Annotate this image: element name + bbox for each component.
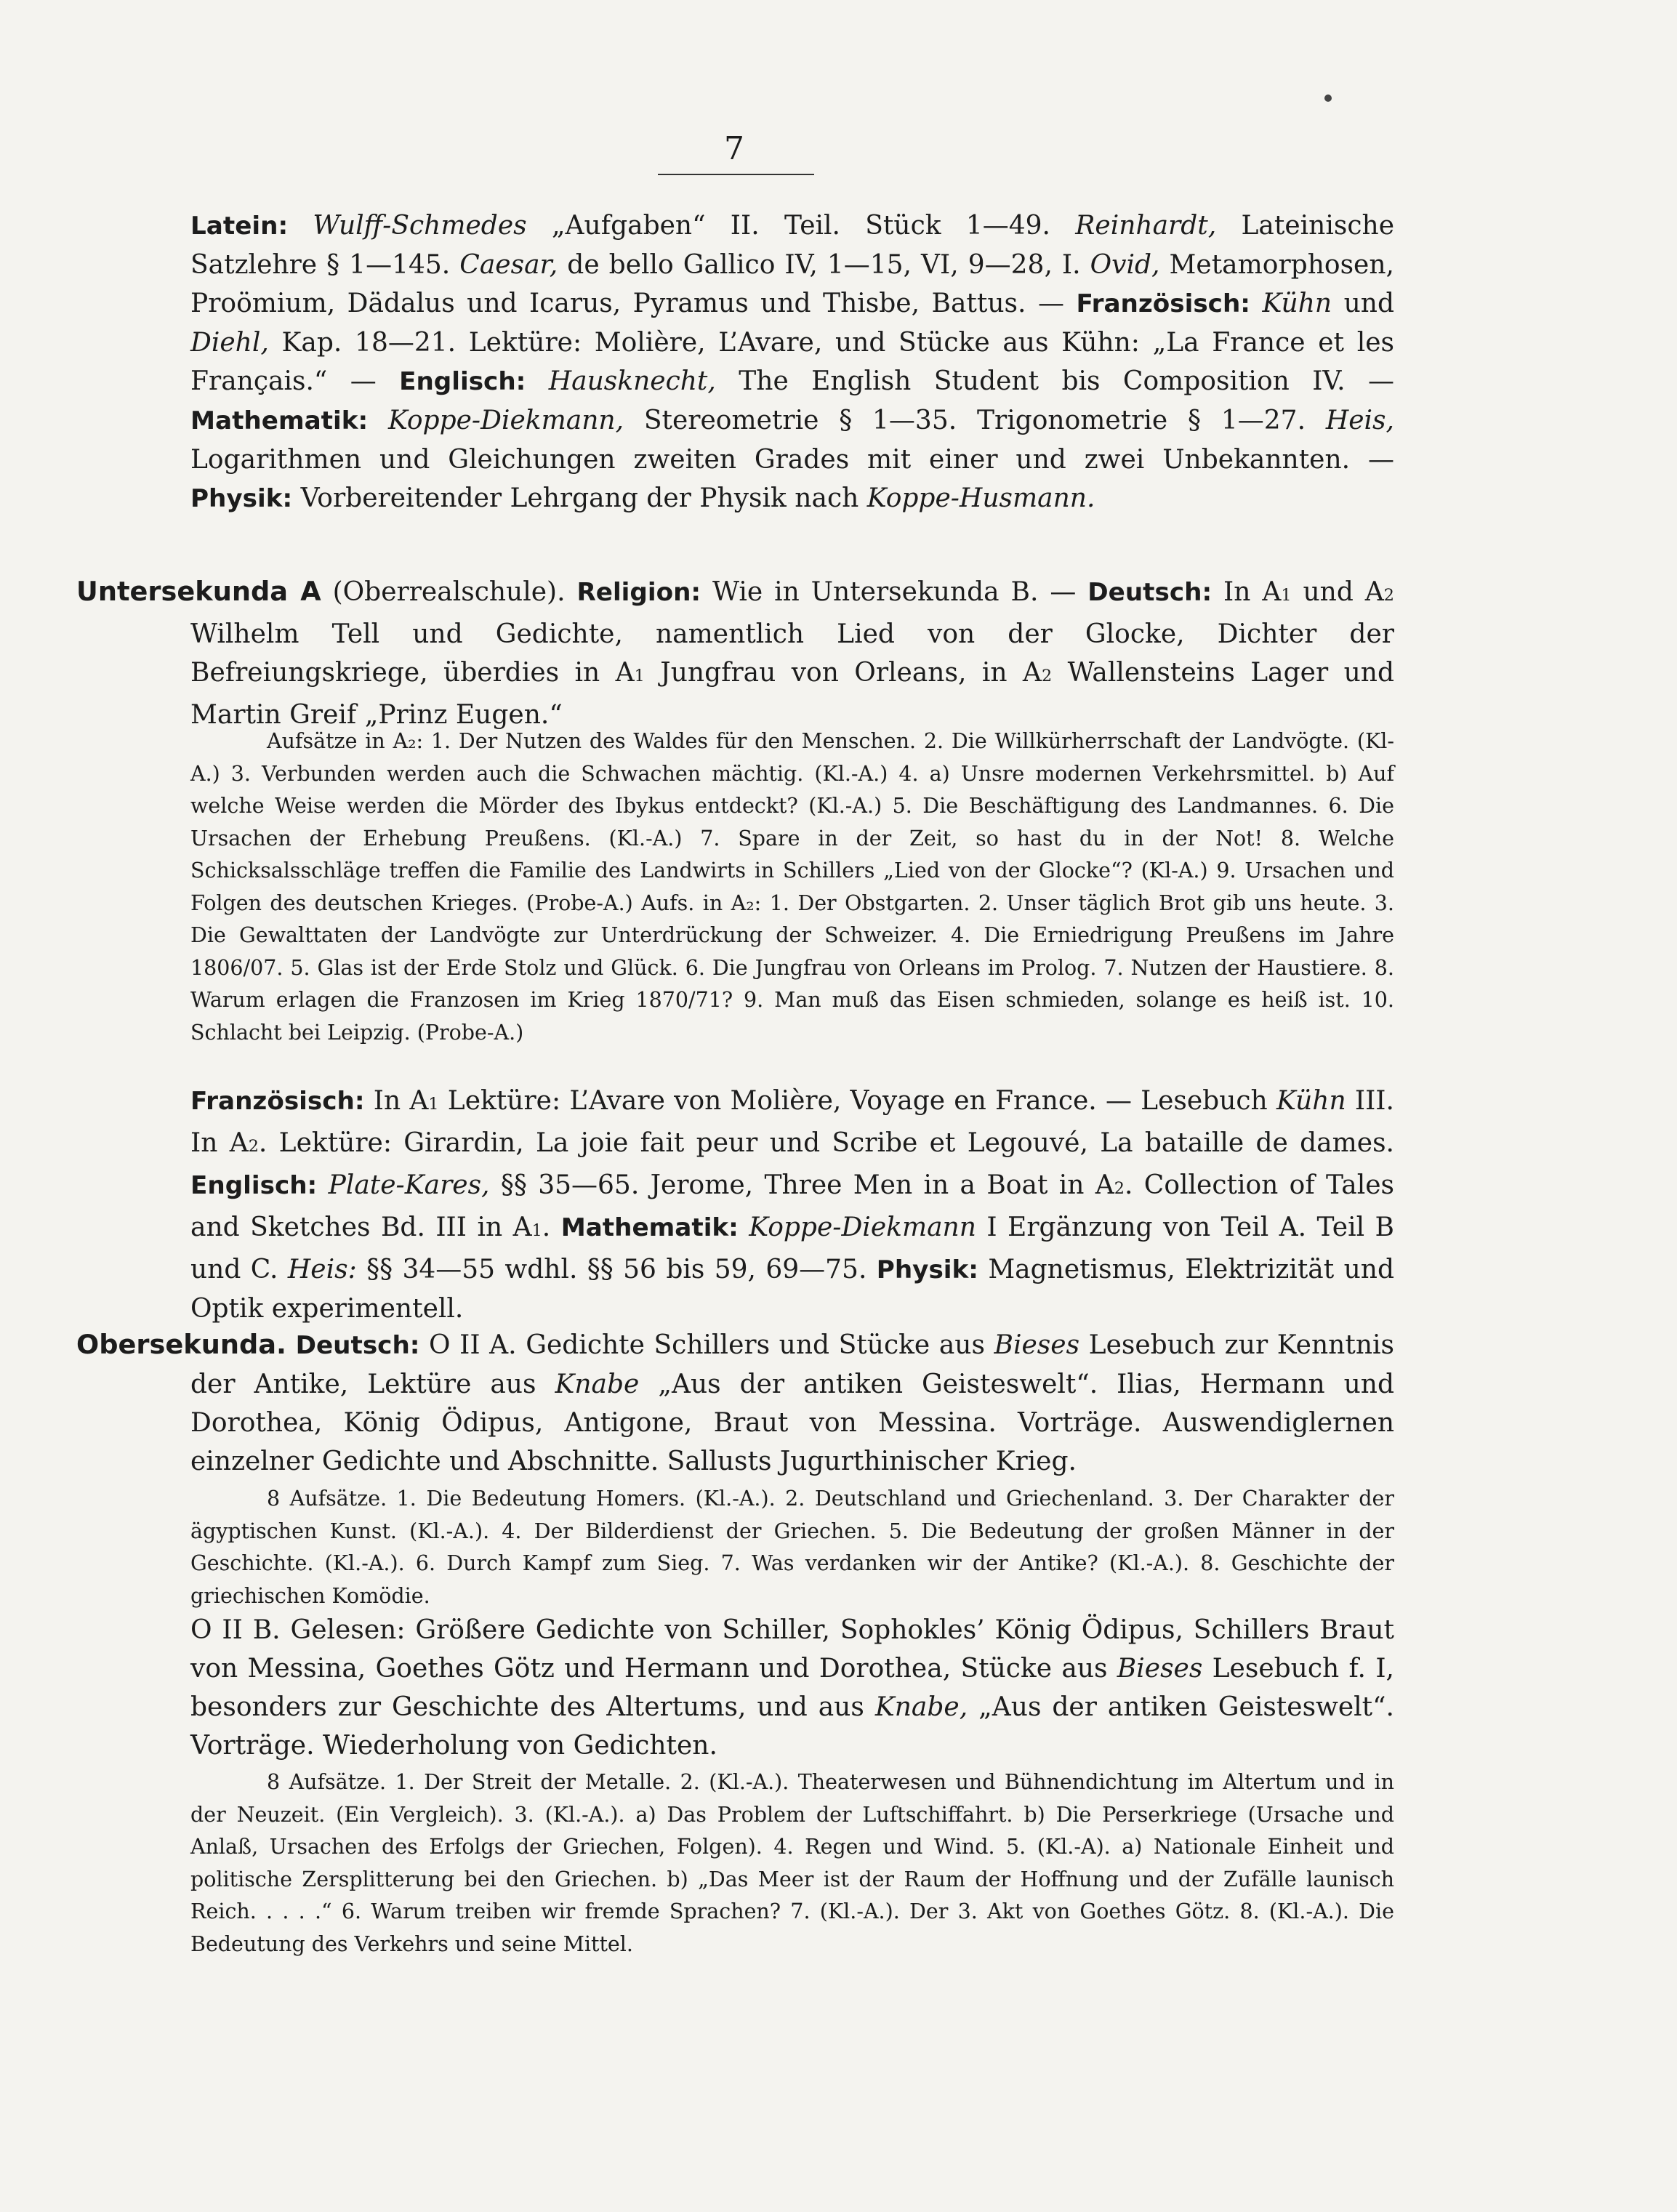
essay-list-oiia: 8 Aufsätze. 1. Die Bedeutung Homers. (Kl.-A.). 2. Deutschland und Griechenland. 3. Der Charakter der ägyptischen Kunst. (Kl.-A.). 4. Der Bilderdienst der Griechen. 5. Die Bedeutung der großen Männer in der Geschichte. (Kl.-A.). 6. Durch Kampf zum Sieg. 7. Was verdanken wir der Antike? (Kl.-A.). 8. Geschichte der griechischen Komödie. xyxy=(190,1487,1394,1608)
essay-list-untersekunda-a: Aufsätze in A₂: 1. Der Nutzen des Waldes für den Menschen. 2. Die Willkürherrschaft der Landvögte. (Kl-A.) 3. Verbunden werden auch die Schwachen mächtig. (Kl.-A.) 4. a) Unsre modernen Verkehrsmittel. b) Auf welche Weise werden die Mörder des Ibykus entdeckt? (Kl.-A.) 5. Die Beschäftigung des Landmannes. 6. Die Ursachen der Erhebung Preußens. (Kl.-A.) 7. Spare in der Zeit, so hast du in der Not! 8. Welche Schicksalsschläge treffen die Familie des Landwirts in Schillers „Lied von der Glocke“? (Kl-A.) 9. Ursachen und Folgen des deutschen Krieges. (Probe-A.) Aufs. in A₂: 1. Der Obstgarten. 2. Unser täglich Brot gib uns heute. 3. Die Gewalttaten der Landvögte zur Unterdrückung der Schweizer. 4. Die Erniedrigung Preußens im Jahre 1806/07. 5. Glas ist der Erde Stolz und Glück. 6. Die Jungfrau von Orleans im Prolog. 7. Nutzen der Haustiere. 8. Warum erlagen die Franzosen im Krieg 1870/71? 9. Man muß das Eisen schmieden, solange es heiß ist. 10. Schlacht bei Leipzig. (Probe-A.) xyxy=(190,729,1394,1045)
author-hausknecht: Hausknecht, xyxy=(548,366,716,396)
scan-speck xyxy=(1324,94,1332,102)
text: In A xyxy=(1223,577,1282,607)
author-bieses: Bieses xyxy=(994,1330,1080,1360)
author-kuehn: Kühn xyxy=(1276,1086,1346,1116)
heading-latein: Latein: xyxy=(190,212,289,241)
paragraph-franzoesisch xyxy=(190,1082,1394,1328)
author-ovid: Ovid, xyxy=(1090,250,1160,280)
heading-englisch: Englisch: xyxy=(190,1171,318,1200)
text: §§ 35—65. Jerome, Three Men in a Boat in A xyxy=(500,1170,1114,1200)
text: Vorbereitender Lehrgang der Physik nach xyxy=(300,483,859,513)
text: Wie in Untersekunda B. — xyxy=(712,577,1077,607)
paragraph-oiib xyxy=(190,1611,1394,1765)
heading-deutsch: Deutsch: xyxy=(295,1331,420,1360)
subscript: 1 xyxy=(531,1221,542,1240)
text: Stereometrie § 1—35. Trigonometrie § 1—27. xyxy=(643,406,1306,435)
author-koppe-husmann: Koppe-Husmann. xyxy=(866,483,1095,513)
heading-deutsch: Deutsch: xyxy=(1087,578,1212,607)
paragraph-obersekunda xyxy=(76,1325,1394,1481)
author-knabe: Knabe xyxy=(555,1370,640,1399)
text: I Ergänzung von Teil A. Teil B und C. xyxy=(190,1212,1395,1284)
text: . xyxy=(542,1212,551,1242)
author-koppe-diekmann: Koppe-Diekmann xyxy=(749,1212,976,1242)
text: §§ 34—55 wdhl. §§ 56 bis 59, 69—75. xyxy=(366,1255,867,1284)
page-number: 7 xyxy=(724,130,744,167)
text: . Collection of Tales and Sketches Bd. III in A xyxy=(190,1170,1394,1242)
text: und xyxy=(1343,289,1395,318)
text: Lektüre: L’Avare von Molière, Voyage en France. — Lesebuch xyxy=(447,1086,1268,1116)
subscript: 1 xyxy=(1281,586,1292,605)
author-heis: Heis, xyxy=(1325,406,1394,435)
text: III. In A xyxy=(190,1086,1394,1158)
text: Wallensteins Lager und Martin Greif „Prinz Eugen.“ xyxy=(190,658,1394,730)
author-heis: Heis: xyxy=(287,1255,357,1284)
text: Wilhelm Tell und Gedichte, namentlich Lied von der Glocke, Dichter der Befreiungskriege, überdies in A xyxy=(190,619,1394,688)
text: O II B. Gelesen: Größere Gedichte von Schiller, Sophokles’ König Ödipus, Schillers Braut von Messina, Goethes Götz und Hermann und Dorothea, Stücke aus xyxy=(190,1615,1394,1684)
subscript: 2 xyxy=(1041,667,1053,685)
section-heading-obersekunda: Obersekunda. xyxy=(76,1329,286,1360)
text: Magnetismus, Elektrizität und Optik experimentell. xyxy=(190,1255,1394,1324)
author-kuehn: Kühn xyxy=(1262,289,1332,318)
text: und A xyxy=(1303,577,1384,607)
paragraph-untersekunda-a xyxy=(76,572,1394,734)
subscript: 1 xyxy=(634,667,645,685)
author-koppe-diekmann: Koppe-Diekmann, xyxy=(387,406,624,435)
author-wulff-schmedes: Wulff-Schmedes xyxy=(313,211,527,241)
text: Lesebuch f. I, besonders zur Geschichte des Altertums, und aus xyxy=(190,1654,1394,1722)
heading-franzoesisch: Französisch: xyxy=(1076,289,1250,318)
page-number-rule xyxy=(658,174,814,175)
heading-physik: Physik: xyxy=(876,1255,978,1284)
heading-religion: Religion: xyxy=(576,578,701,607)
author-plate-kares: Plate-Kares, xyxy=(328,1170,490,1200)
paragraph-latein xyxy=(190,206,1394,518)
subscript: 2 xyxy=(1383,586,1394,605)
text: „Aufgaben“ II. Teil. Stück 1—49. xyxy=(551,211,1050,241)
text: Kap. 18—21. Lektüre: Molière, L’Avare, und Stücke aus Kühn: „La France et les Français.“ — xyxy=(190,328,1394,396)
text: Jungfrau von Orleans, in A xyxy=(660,658,1042,688)
text: O II A. Gedichte Schillers und Stücke aus xyxy=(429,1330,985,1360)
heading-mathematik: Mathematik: xyxy=(190,406,369,435)
text: Lesebuch zur Kenntnis der Antike, Lektüre aus xyxy=(190,1330,1394,1399)
text: „Aus der antiken Geisteswelt“. Vorträge. Wiederholung von Gedichten. xyxy=(190,1692,1394,1761)
subscript: 2 xyxy=(248,1137,259,1156)
text: The English Student bis Composition IV. — xyxy=(739,366,1394,396)
heading-mathematik: Mathematik: xyxy=(560,1213,739,1242)
heading-englisch: Englisch: xyxy=(399,367,526,396)
text: . Lektüre: Girardin, La joie fait peur und Scribe et Legouvé, La bataille de dames. xyxy=(258,1128,1394,1158)
essay-list-oiib: 8 Aufsätze. 1. Der Streit der Metalle. 2. (Kl.-A.). Theaterwesen und Bühnendichtung im Altertum und in der Neuzeit. (Ein Vergleich). 3. (Kl.-A.). a) Das Problem der Luftschiffahrt. b) Die Perserkriege (Ursache und Anlaß, Ursachen des Erfolgs der Griechen, Folgen). 4. Regen und Wind. 5. (Kl.-A). a) Nationale Einheit und politische Zersplitterung bei den Griechen. b) „Das Meer ist der Raum der Hoffnung und der Zufälle launisch Reich. . . . .“ 6. Warum treiben wir fremde Sprachen? 7. (Kl.-A.). Der 3. Akt von Goethes Götz. 8. (Kl.-A.). Die Bedeutung des Verkehrs und seine Mittel. xyxy=(190,1770,1394,1956)
section-heading-untersekunda-a: Untersekunda A xyxy=(76,576,321,607)
heading-physik: Physik: xyxy=(190,484,293,513)
author-reinhardt: Reinhardt, xyxy=(1075,211,1217,241)
author-diehl: Diehl, xyxy=(190,328,269,358)
text: (Oberrealschule). xyxy=(332,577,566,607)
text: Logarithmen und Gleichungen zweiten Grades mit einer und zwei Unbekannten. — xyxy=(190,445,1394,475)
text: Metamorphosen, Proömium, Dädalus und Icarus, Pyramus und Thisbe, Battus. — xyxy=(190,250,1394,318)
subscript: 1 xyxy=(428,1095,439,1114)
heading-franzoesisch: Französisch: xyxy=(190,1087,365,1116)
author-caesar: Caesar, xyxy=(459,250,558,280)
author-knabe: Knabe, xyxy=(874,1692,968,1722)
author-bieses: Bieses xyxy=(1117,1654,1203,1684)
text: de bello Gallico IV, 1—15, VI, 9—28, I. xyxy=(567,250,1081,280)
text: Lateinische Satzlehre § 1—145. xyxy=(190,211,1394,280)
subscript: 2 xyxy=(1114,1179,1125,1198)
text: In A xyxy=(373,1086,429,1116)
text: „Aus der antiken Geisteswelt“. Ilias, Hermann und Dorothea, König Ödipus, Antigone, Braut von Messina. Vorträge. Auswendiglernen einzelner Gedichte und Abschnitte. Sallusts Jugurthinischer Krieg. xyxy=(190,1370,1395,1476)
